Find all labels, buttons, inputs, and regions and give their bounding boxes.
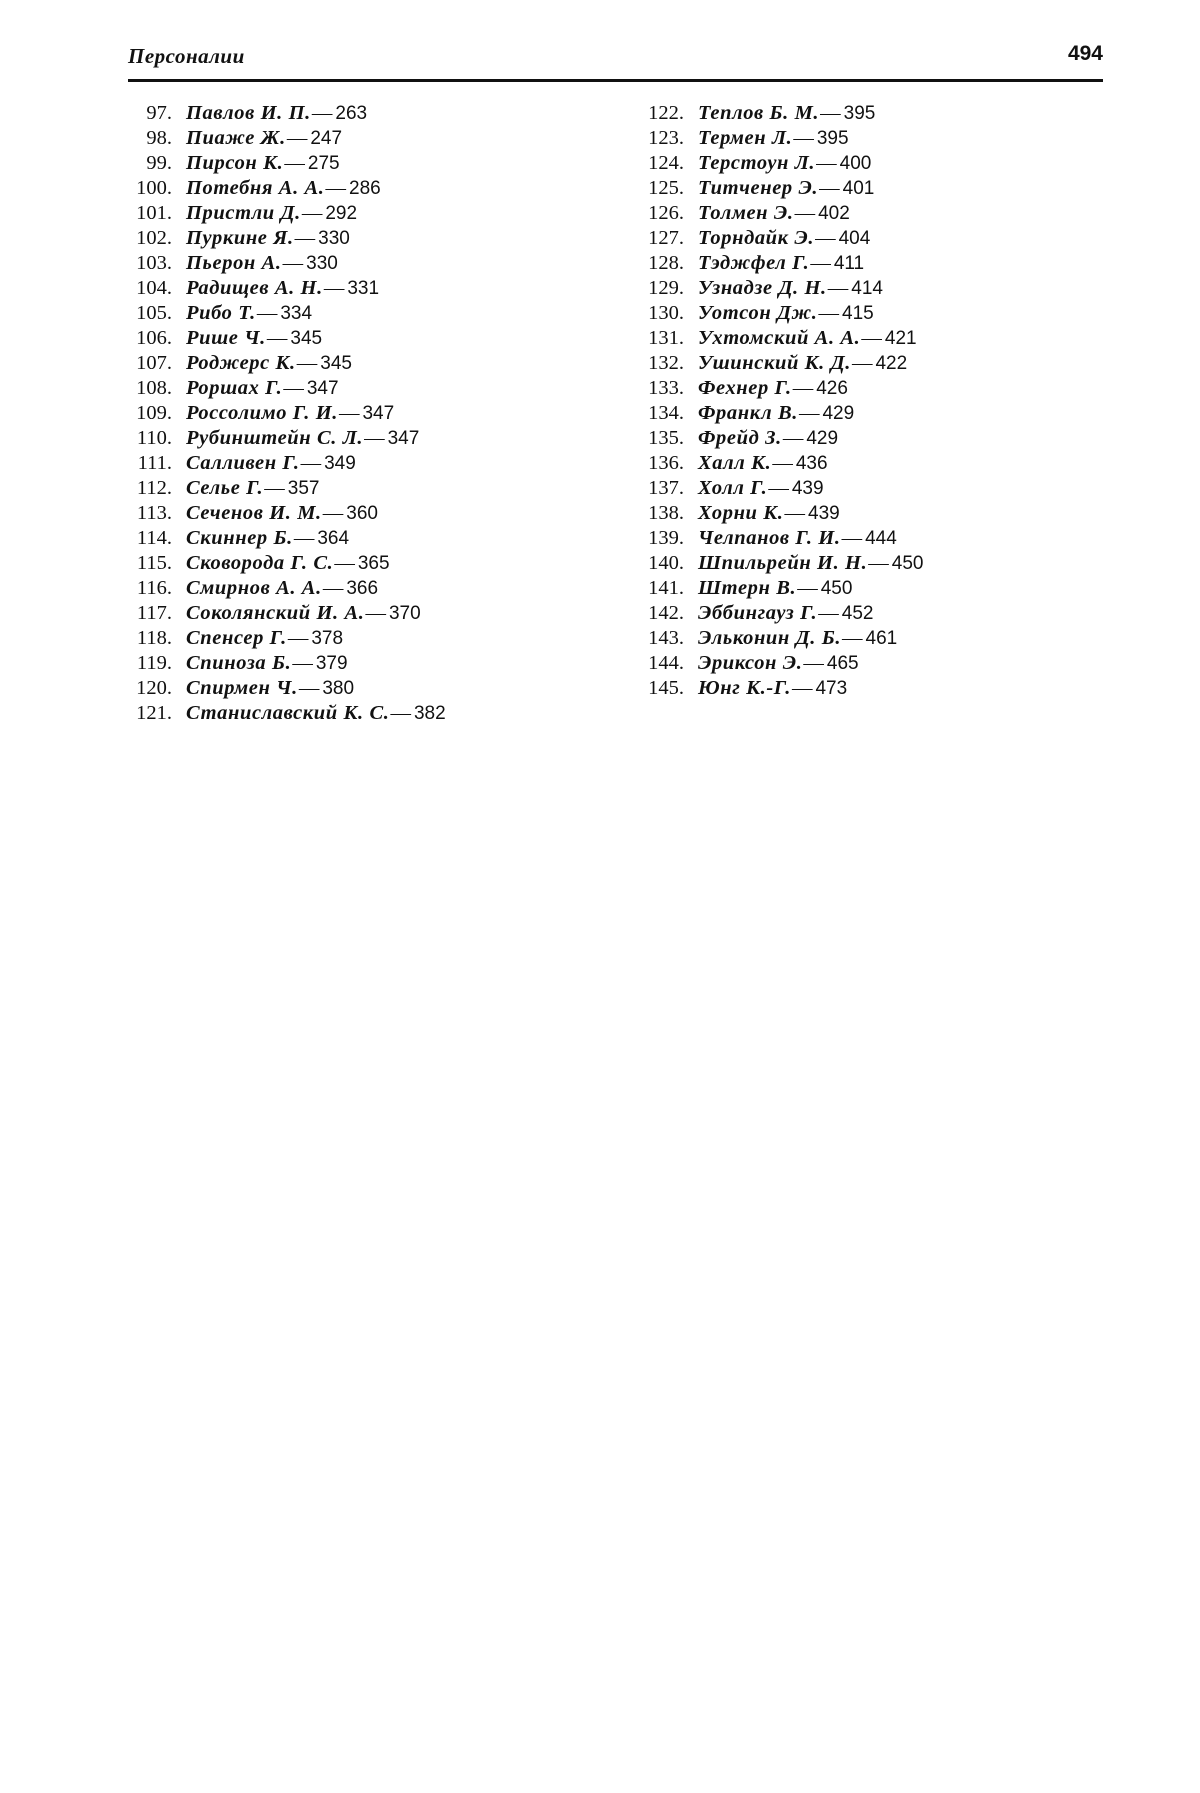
entry-number: 123. bbox=[648, 127, 684, 149]
entry-number: 143. bbox=[648, 627, 684, 649]
entry-number: 125. bbox=[648, 177, 684, 199]
entry-person-name: Станиславский К. С. bbox=[186, 702, 390, 724]
entry-dash: — bbox=[300, 452, 322, 474]
entry-person-name: Роджерс К. bbox=[186, 352, 296, 374]
entry-page-number: 415 bbox=[842, 303, 874, 324]
index-entry bbox=[632, 126, 924, 151]
entry-number: 137. bbox=[648, 477, 684, 499]
entry-dash: — bbox=[818, 602, 839, 624]
entry-number: 130. bbox=[648, 302, 684, 324]
index-entry bbox=[632, 651, 924, 676]
entry-page-number: 380 bbox=[322, 678, 355, 699]
entry-page-number: 400 bbox=[839, 153, 872, 174]
entry-number: 120. bbox=[136, 677, 172, 699]
header-rule bbox=[128, 79, 1103, 82]
entry-person-name: Спирмен Ч. bbox=[186, 677, 298, 699]
index-entry bbox=[632, 201, 924, 226]
index-entry bbox=[632, 276, 924, 301]
entry-dash: — bbox=[820, 102, 841, 124]
entry-dash: — bbox=[768, 477, 789, 499]
entry-dash: — bbox=[334, 552, 355, 574]
entry-dash: — bbox=[298, 677, 320, 699]
entry-page-number: 263 bbox=[335, 103, 368, 124]
entry-number: 101. bbox=[136, 202, 172, 224]
entry-number: 116. bbox=[136, 577, 172, 599]
entry-number: 124. bbox=[648, 152, 684, 174]
entry-dash: — bbox=[868, 552, 889, 574]
entry-dash: — bbox=[282, 252, 304, 274]
entry-page-number: 345 bbox=[290, 328, 323, 349]
entry-number: 108. bbox=[136, 377, 172, 399]
entry-dash: — bbox=[284, 152, 305, 174]
index-entry bbox=[632, 301, 924, 326]
index-entry bbox=[632, 376, 924, 401]
entry-page-number: 395 bbox=[816, 128, 849, 149]
entry-person-name: Спиноза Б. bbox=[186, 652, 292, 674]
entry-person-name: Пуркине Я. bbox=[186, 227, 294, 249]
index-entry bbox=[632, 501, 924, 526]
entry-dash: — bbox=[301, 202, 323, 224]
entry-dash: — bbox=[323, 277, 345, 299]
index-entry bbox=[632, 476, 924, 501]
entry-number: 100. bbox=[136, 177, 172, 199]
index-entry bbox=[120, 651, 446, 676]
index-entry bbox=[120, 226, 446, 251]
entry-number: 135. bbox=[648, 427, 684, 449]
entry-dash: — bbox=[841, 527, 863, 549]
entry-page-number: 414 bbox=[851, 278, 883, 299]
index-entry bbox=[120, 626, 446, 651]
index-entry bbox=[120, 401, 446, 426]
index-entry bbox=[120, 426, 446, 451]
index-entry bbox=[120, 176, 446, 201]
entry-person-name: Франкл В. bbox=[698, 402, 798, 424]
entry-page-number: 347 bbox=[306, 378, 339, 399]
entry-number: 144. bbox=[648, 652, 684, 674]
index-entry bbox=[632, 226, 924, 251]
entry-dash: — bbox=[292, 652, 313, 674]
entry-person-name: Роршах Г. bbox=[186, 377, 283, 399]
index-entry bbox=[632, 426, 924, 451]
entry-number: 106. bbox=[136, 327, 172, 349]
entry-person-name: Ушинский К. Д. bbox=[698, 352, 851, 374]
entry-dash: — bbox=[792, 377, 814, 399]
entry-page-number: 429 bbox=[806, 428, 839, 449]
entry-person-name: Штерн В. bbox=[698, 577, 797, 599]
entry-number: 121. bbox=[136, 702, 172, 724]
entry-person-name: Эльконин Д. Б. bbox=[698, 627, 842, 649]
entry-dash: — bbox=[296, 352, 318, 374]
entry-page-number: 347 bbox=[362, 403, 395, 424]
entry-dash: — bbox=[782, 427, 804, 449]
entry-page-number: 429 bbox=[822, 403, 855, 424]
entry-person-name: Селье Г. bbox=[186, 477, 264, 499]
entry-number: 110. bbox=[136, 427, 172, 449]
page-number: 494 bbox=[1067, 42, 1103, 65]
entry-number: 145. bbox=[648, 677, 684, 699]
entry-number: 102. bbox=[136, 227, 172, 249]
entry-person-name: Соколянский И. А. bbox=[186, 602, 365, 624]
entry-page-number: 275 bbox=[307, 153, 340, 174]
entry-person-name: Шпильрейн И. Н. bbox=[698, 552, 868, 574]
entry-person-name: Россолимо Г. И. bbox=[186, 402, 338, 424]
entry-page-number: 450 bbox=[820, 578, 853, 599]
entry-person-name: Торндайк Э. bbox=[698, 227, 815, 249]
entry-page-number: 461 bbox=[865, 628, 898, 649]
entry-number: 142. bbox=[648, 602, 684, 624]
entry-page-number: 349 bbox=[324, 453, 356, 474]
entry-page-number: 422 bbox=[875, 353, 908, 374]
entry-dash: — bbox=[264, 477, 285, 499]
index-entry bbox=[632, 176, 924, 201]
entry-person-name: Скиннер Б. bbox=[186, 527, 293, 549]
index-entry bbox=[120, 101, 446, 126]
entry-dash: — bbox=[286, 127, 308, 149]
entry-page-number: 439 bbox=[791, 478, 824, 499]
entry-number: 129. bbox=[648, 277, 684, 299]
entry-page-number: 331 bbox=[347, 278, 380, 299]
entry-number: 98. bbox=[146, 127, 172, 149]
entry-number: 138. bbox=[648, 502, 684, 524]
entry-dash: — bbox=[283, 377, 304, 399]
entry-person-name: Терстоун Л. bbox=[698, 152, 816, 174]
entry-page-number: 366 bbox=[346, 578, 379, 599]
entry-person-name: Юнг К.-Г. bbox=[698, 677, 791, 699]
entry-dash: — bbox=[861, 327, 882, 349]
index-entry bbox=[632, 151, 924, 176]
entry-page-number: 330 bbox=[318, 228, 350, 249]
entry-dash: — bbox=[793, 127, 814, 149]
entry-person-name: Павлов И. П. bbox=[186, 102, 311, 124]
entry-person-name: Радищев А. Н. bbox=[186, 277, 323, 299]
entry-dash: — bbox=[365, 602, 386, 624]
index-entry bbox=[120, 601, 446, 626]
entry-number: 109. bbox=[136, 402, 172, 424]
entry-number: 139. bbox=[648, 527, 684, 549]
index-entry bbox=[120, 201, 446, 226]
index-entry bbox=[120, 151, 446, 176]
entry-page-number: 330 bbox=[306, 253, 338, 274]
index-entry bbox=[120, 451, 446, 476]
entry-page-number: 378 bbox=[311, 628, 344, 649]
entry-person-name: Холл Г. bbox=[698, 477, 768, 499]
index-entry bbox=[120, 526, 446, 551]
entry-dash: — bbox=[797, 577, 818, 599]
entry-page-number: 365 bbox=[357, 553, 390, 574]
entry-number: 128. bbox=[648, 252, 684, 274]
entry-person-name: Рубинштейн С. Л. bbox=[186, 427, 364, 449]
entry-dash: — bbox=[325, 177, 347, 199]
entry-dash: — bbox=[322, 502, 344, 524]
index-entry bbox=[120, 551, 446, 576]
entry-dash: — bbox=[294, 227, 316, 249]
entry-person-name: Пьерон А. bbox=[186, 252, 282, 274]
entry-number: 97. bbox=[146, 102, 172, 124]
entry-number: 105. bbox=[136, 302, 172, 324]
index-entry bbox=[632, 551, 924, 576]
entry-dash: — bbox=[794, 202, 816, 224]
entry-person-name: Узнадзе Д. Н. bbox=[698, 277, 827, 299]
entry-person-name: Ухтомский А. А. bbox=[698, 327, 861, 349]
entry-dash: — bbox=[815, 227, 836, 249]
entry-page-number: 465 bbox=[826, 653, 859, 674]
entry-person-name: Толмен Э. bbox=[698, 202, 794, 224]
index-entry bbox=[120, 326, 446, 351]
entry-page-number: 395 bbox=[843, 103, 876, 124]
entry-dash: — bbox=[266, 327, 288, 349]
entry-person-name: Теплов Б. М. bbox=[698, 102, 820, 124]
entry-page-number: 247 bbox=[310, 128, 343, 149]
entry-number: 131. bbox=[648, 327, 684, 349]
entry-person-name: Уотсон Дж. bbox=[698, 302, 818, 324]
entry-page-number: 473 bbox=[815, 678, 848, 699]
entry-person-name: Термен Л. bbox=[698, 127, 793, 149]
entry-number: 107. bbox=[136, 352, 172, 374]
entry-dash: — bbox=[791, 677, 813, 699]
entry-number: 132. bbox=[648, 352, 684, 374]
entry-person-name: Фрейд З. bbox=[698, 427, 782, 449]
entry-page-number: 370 bbox=[388, 603, 421, 624]
entry-dash: — bbox=[287, 627, 309, 649]
entry-page-number: 345 bbox=[320, 353, 352, 374]
entry-number: 126. bbox=[648, 202, 684, 224]
index-entry bbox=[120, 576, 446, 601]
entry-person-name: Эббингауз Г. bbox=[698, 602, 818, 624]
entry-person-name: Халл К. bbox=[698, 452, 772, 474]
entry-number: 127. bbox=[648, 227, 684, 249]
entry-person-name: Титченер Э. bbox=[698, 177, 819, 199]
entry-dash: — bbox=[818, 302, 839, 324]
entry-page-number: 452 bbox=[841, 603, 874, 624]
entry-dash: — bbox=[256, 302, 278, 324]
entry-dash: — bbox=[338, 402, 360, 424]
entry-dash: — bbox=[810, 252, 831, 274]
index-entry bbox=[632, 576, 924, 601]
entry-dash: — bbox=[322, 577, 344, 599]
index-entry bbox=[632, 626, 924, 651]
index-entry bbox=[120, 476, 446, 501]
index-entry bbox=[120, 276, 446, 301]
entry-page-number: 402 bbox=[818, 203, 850, 224]
entry-dash: — bbox=[816, 152, 837, 174]
entry-number: 122. bbox=[648, 102, 684, 124]
index-entry bbox=[120, 351, 446, 376]
entry-number: 103. bbox=[136, 252, 172, 274]
entry-number: 141. bbox=[648, 577, 684, 599]
index-entry bbox=[120, 376, 446, 401]
entry-number: 134. bbox=[648, 402, 684, 424]
entry-page-number: 404 bbox=[838, 228, 871, 249]
index-entry bbox=[632, 101, 924, 126]
entry-person-name: Потебня А. А. bbox=[186, 177, 325, 199]
entry-number: 117. bbox=[136, 602, 172, 624]
entry-dash: — bbox=[772, 452, 793, 474]
entry-dash: — bbox=[311, 102, 333, 124]
entry-page-number: 411 bbox=[833, 253, 865, 274]
entry-dash: — bbox=[293, 527, 315, 549]
index-entry bbox=[632, 601, 924, 626]
index-column-right bbox=[632, 101, 924, 701]
entry-dash: — bbox=[803, 652, 824, 674]
entry-number: 99. bbox=[146, 152, 172, 174]
entry-person-name: Спенсер Г. bbox=[186, 627, 287, 649]
entry-person-name: Пирсон К. bbox=[186, 152, 284, 174]
entry-number: 113. bbox=[136, 502, 172, 524]
entry-page-number: 426 bbox=[816, 378, 848, 399]
index-entry bbox=[120, 701, 446, 726]
entry-person-name: Фехнер Г. bbox=[698, 377, 792, 399]
entry-number: 136. bbox=[648, 452, 684, 474]
entry-person-name: Хорни К. bbox=[698, 502, 784, 524]
index-entry bbox=[120, 251, 446, 276]
entry-person-name: Смирнов А. А. bbox=[186, 577, 322, 599]
running-title: Персоналии bbox=[128, 44, 245, 68]
entry-dash: — bbox=[819, 177, 840, 199]
entry-page-number: 292 bbox=[325, 203, 358, 224]
index-entry bbox=[632, 251, 924, 276]
entry-page-number: 444 bbox=[865, 528, 897, 549]
entry-person-name: Пиаже Ж. bbox=[186, 127, 286, 149]
entry-number: 114. bbox=[136, 527, 172, 549]
entry-person-name: Пристли Д. bbox=[186, 202, 301, 224]
entry-page-number: 450 bbox=[891, 553, 924, 574]
index-entry bbox=[120, 501, 446, 526]
index-entry bbox=[632, 676, 924, 701]
index-entry bbox=[120, 301, 446, 326]
entry-page-number: 347 bbox=[387, 428, 420, 449]
index-entry bbox=[120, 676, 446, 701]
index-entry bbox=[632, 401, 924, 426]
entry-number: 119. bbox=[136, 652, 172, 674]
entry-dash: — bbox=[784, 502, 805, 524]
index-entry bbox=[632, 326, 924, 351]
entry-page-number: 401 bbox=[842, 178, 875, 199]
entry-page-number: 379 bbox=[315, 653, 348, 674]
entry-page-number: 357 bbox=[287, 478, 320, 499]
entry-person-name: Сковорода Г. С. bbox=[186, 552, 334, 574]
entry-number: 112. bbox=[136, 477, 172, 499]
entry-person-name: Тэджфел Г. bbox=[698, 252, 810, 274]
entry-number: 118. bbox=[136, 627, 172, 649]
entry-dash: — bbox=[827, 277, 849, 299]
index-entry bbox=[632, 526, 924, 551]
index-entry bbox=[632, 351, 924, 376]
entry-number: 104. bbox=[136, 277, 172, 299]
entry-dash: — bbox=[390, 702, 411, 724]
page-header bbox=[128, 40, 1103, 74]
entry-page-number: 364 bbox=[317, 528, 350, 549]
entry-page-number: 436 bbox=[795, 453, 828, 474]
entry-page-number: 439 bbox=[808, 503, 840, 524]
entry-person-name: Рише Ч. bbox=[186, 327, 266, 349]
entry-person-name: Челпанов Г. И. bbox=[698, 527, 841, 549]
index-column-left bbox=[120, 101, 446, 726]
entry-number: 140. bbox=[648, 552, 684, 574]
entry-person-name: Эриксон Э. bbox=[698, 652, 803, 674]
entry-person-name: Рибо Т. bbox=[186, 302, 256, 324]
index-entry bbox=[632, 451, 924, 476]
entry-dash: — bbox=[851, 352, 873, 374]
entry-page-number: 334 bbox=[280, 303, 313, 324]
index-entry bbox=[120, 126, 446, 151]
entry-page-number: 382 bbox=[413, 703, 446, 724]
entry-dash: — bbox=[842, 627, 863, 649]
entry-person-name: Салливен Г. bbox=[186, 452, 300, 474]
entry-person-name: Сеченов И. М. bbox=[186, 502, 322, 524]
entry-page-number: 286 bbox=[349, 178, 381, 199]
entry-dash: — bbox=[798, 402, 820, 424]
entry-dash: — bbox=[364, 427, 385, 449]
entry-number: 133. bbox=[648, 377, 684, 399]
entry-page-number: 421 bbox=[884, 328, 917, 349]
entry-page-number: 360 bbox=[346, 503, 378, 524]
entry-number: 111. bbox=[137, 452, 172, 474]
entry-number: 115. bbox=[136, 552, 172, 574]
